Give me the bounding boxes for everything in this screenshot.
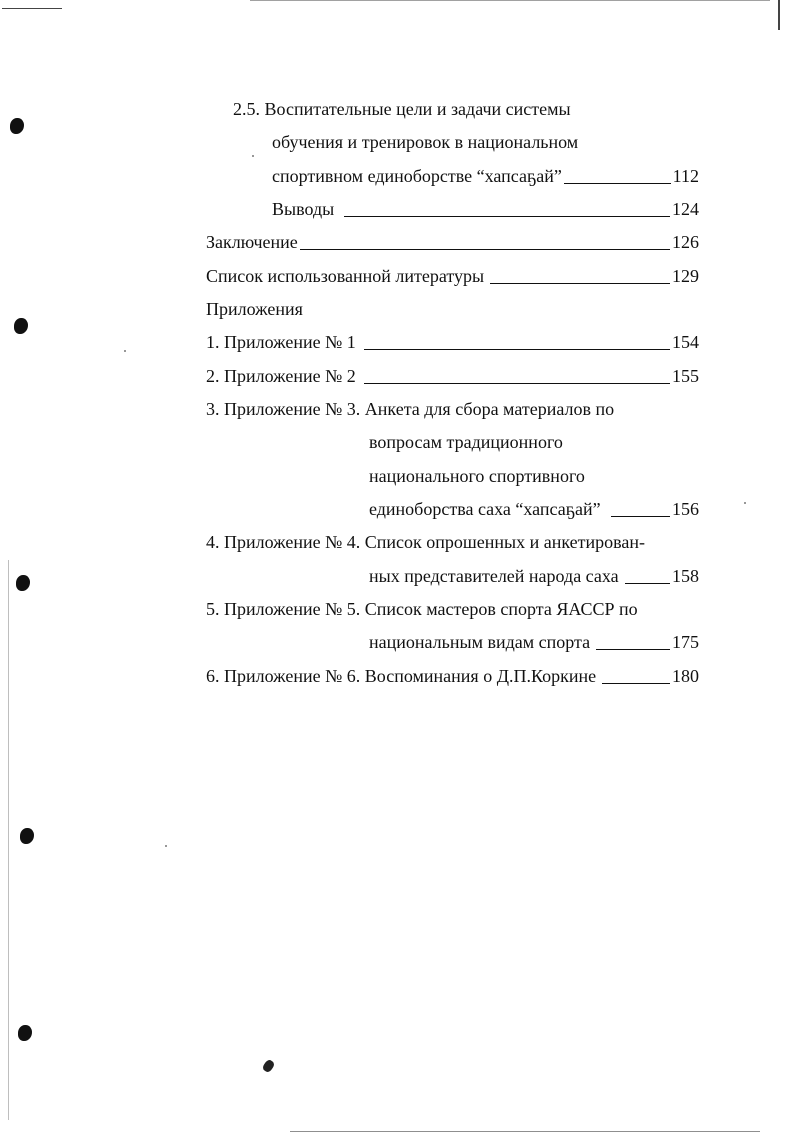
- speck: [744, 502, 746, 504]
- toc-text: вопросам традиционного: [369, 432, 563, 452]
- toc-text: Выводы: [272, 199, 335, 219]
- toc-text: национального спортивного: [369, 466, 585, 486]
- toc-text: спортивном единоборстве “хапсаҕай”: [272, 166, 562, 186]
- toc-text: Приложения: [206, 299, 303, 319]
- leader-line: [625, 582, 670, 584]
- toc-line-appendix-1: [206, 327, 699, 357]
- toc-line-appendix-3-cont1: [369, 427, 563, 457]
- toc-line-appendices: [206, 294, 303, 324]
- toc-line-2-5: [233, 94, 571, 124]
- toc-text: 5. Приложение № 5. Список мастеров спорта ЯАССР по: [206, 599, 638, 619]
- leader-line: [611, 515, 670, 517]
- page-number: 112: [672, 166, 699, 186]
- page-number: 129: [672, 266, 699, 286]
- toc-line-conclusion: [206, 227, 699, 257]
- binder-hole-4: [20, 828, 34, 844]
- page-number: 158: [672, 566, 699, 586]
- speck: [165, 845, 167, 847]
- leader-line: [564, 182, 671, 184]
- toc-text: 2.5. Воспитательные цели и задачи системы: [233, 99, 571, 119]
- toc-text: 6. Приложение № 6. Воспоминания о Д.П.Коркине: [206, 666, 597, 686]
- toc-line-2-5-cont2: [272, 161, 699, 191]
- speck: [124, 350, 126, 352]
- scan-edge-right: [778, 0, 780, 30]
- toc-text: 1. Приложение № 1: [206, 332, 356, 352]
- leader-line: [364, 348, 670, 350]
- toc-line-appendix-3: [206, 394, 614, 424]
- toc-line-vyvody: [272, 194, 699, 224]
- page-number: 154: [672, 332, 699, 352]
- page-number: 175: [672, 632, 699, 652]
- leader-line: [344, 215, 670, 217]
- leader-line: [490, 282, 670, 284]
- toc-line-appendix-5: [206, 594, 638, 624]
- scan-mark: [261, 1059, 275, 1074]
- speck: [252, 155, 254, 157]
- toc-text: 4. Приложение № 4. Список опрошенных и анкетирован-: [206, 532, 646, 552]
- toc-text: единоборства саха “хапсаҕай”: [369, 499, 601, 519]
- binder-hole-1: [10, 118, 24, 134]
- toc-text: национальным видам спорта: [369, 632, 591, 652]
- toc-line-appendix-6: [206, 661, 699, 691]
- scan-edge-top: [250, 0, 770, 1]
- page-number: 126: [672, 232, 699, 252]
- toc-text: Список использованной литературы: [206, 266, 485, 286]
- page-number: 124: [672, 199, 699, 219]
- toc-line-appendix-4-cont: [369, 561, 699, 591]
- toc-line-appendix-5-cont: [369, 627, 699, 657]
- toc-line-appendix-4: [206, 527, 645, 557]
- page-number: 180: [672, 666, 699, 686]
- page-number: 156: [672, 499, 699, 519]
- toc-line-appendix-2: [206, 361, 699, 391]
- leader-line: [300, 248, 670, 250]
- scan-edge-top-left: [2, 8, 62, 9]
- scan-edge-bottom: [290, 1131, 760, 1132]
- leader-line: [602, 682, 670, 684]
- binder-hole-2: [14, 318, 28, 334]
- leader-line: [596, 648, 670, 650]
- binder-hole-3: [16, 575, 30, 591]
- toc-text: 3. Приложение № 3. Анкета для сбора материалов по: [206, 399, 615, 419]
- toc-text: ных представителей народа саха: [369, 566, 619, 586]
- toc-line-references: [206, 261, 699, 291]
- toc-line-2-5-cont1: [272, 127, 578, 157]
- toc-line-appendix-3-cont3: [369, 494, 699, 524]
- page-number: 155: [672, 366, 699, 386]
- binder-hole-5: [18, 1025, 32, 1041]
- scan-edge-left: [8, 560, 9, 1120]
- toc-text: Заключение: [206, 232, 298, 252]
- leader-line: [364, 382, 670, 384]
- toc-line-appendix-3-cont2: [369, 461, 585, 491]
- toc-text: 2. Приложение № 2: [206, 366, 356, 386]
- toc-text: обучения и тренировок в национальном: [272, 132, 579, 152]
